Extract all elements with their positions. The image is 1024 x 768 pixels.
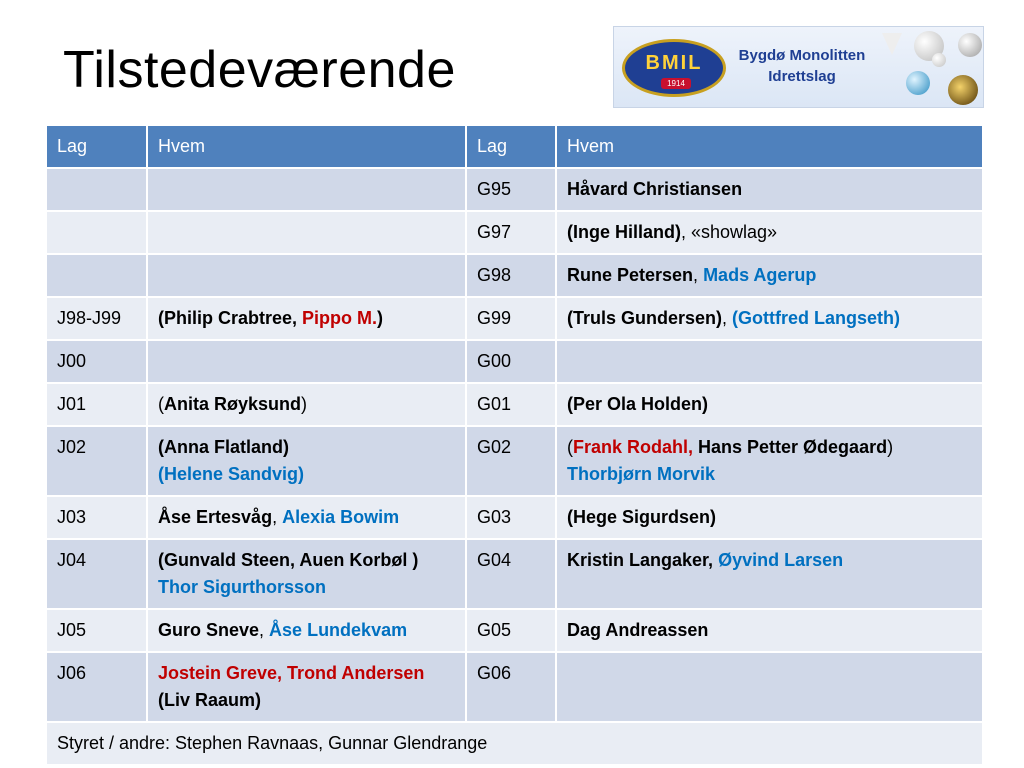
members-cell	[556, 652, 983, 722]
member-name: Pippo M.	[302, 308, 378, 328]
member-name: Håvard Christiansen	[567, 179, 743, 199]
team-cell: J00	[47, 340, 147, 383]
members-cell	[147, 340, 466, 383]
members-cell	[147, 426, 466, 496]
members-cell	[147, 539, 466, 609]
members-cell	[147, 383, 466, 426]
member-name: (Per Ola Holden)	[567, 394, 709, 414]
members-cell	[147, 652, 466, 722]
members-cell	[556, 297, 983, 340]
members-cell	[147, 168, 466, 211]
team-cell: G97	[466, 211, 556, 254]
team-cell: J03	[47, 496, 147, 539]
member-name: ,	[693, 265, 704, 285]
ball-icon	[958, 33, 982, 57]
table-row	[47, 254, 983, 297]
member-name: Åse Ertesvåg	[158, 507, 273, 527]
member-name: (Inge Hilland)	[567, 222, 681, 242]
logo-badge-text: BMIL	[645, 52, 703, 74]
table-row	[47, 609, 983, 652]
member-name: Mads Agerup	[703, 265, 817, 285]
header-hvem: Hvem	[556, 126, 983, 168]
table-footer-row	[47, 722, 983, 764]
team-cell: G98	[466, 254, 556, 297]
table-row	[47, 652, 983, 722]
table-row	[47, 168, 983, 211]
members-cell	[556, 496, 983, 539]
member-name: Jostein Greve, Trond Andersen	[158, 663, 425, 683]
logo-name-line2: Idrettslag	[768, 68, 836, 85]
members-cell	[556, 609, 983, 652]
members-cell	[556, 254, 983, 297]
table-row	[47, 297, 983, 340]
team-cell: G99	[466, 297, 556, 340]
table-row	[47, 426, 983, 496]
members-cell	[147, 211, 466, 254]
members-cell	[556, 211, 983, 254]
team-cell: G06	[466, 652, 556, 722]
member-name: (Philip Crabtree,	[158, 308, 303, 328]
team-cell: G04	[466, 539, 556, 609]
bmil-badge-icon	[622, 39, 726, 97]
member-name: , «showlag»	[681, 222, 778, 242]
member-name: Anita Røyksund	[164, 394, 302, 414]
member-name: Thor Sigurthorsson	[158, 577, 326, 597]
logo-year: 1914	[661, 78, 691, 89]
footer-note: Styret / andre: Stephen Ravnaas, Gunnar Glendrange	[47, 722, 983, 764]
football-icon	[948, 75, 978, 105]
table-row	[47, 211, 983, 254]
member-name: (Hege Sigurdsen)	[567, 507, 717, 527]
member-name: (Helene Sandvig)	[158, 464, 305, 484]
table-row	[47, 496, 983, 539]
team-cell	[47, 254, 147, 297]
logo-club-name	[732, 45, 872, 87]
table-row	[47, 383, 983, 426]
table-row	[47, 539, 983, 609]
bandy-ball-icon	[906, 71, 930, 95]
member-name: ,	[722, 308, 733, 328]
member-name: ,	[272, 507, 283, 527]
team-cell: G02	[466, 426, 556, 496]
team-cell: G00	[466, 340, 556, 383]
team-cell: J06	[47, 652, 147, 722]
members-cell	[556, 383, 983, 426]
logo-name-line1: Bygdø Monolitten	[738, 47, 866, 64]
team-cell	[47, 211, 147, 254]
members-cell	[556, 168, 983, 211]
members-cell	[147, 254, 466, 297]
member-name: (Gottfred Langseth)	[732, 308, 901, 328]
member-name: Rune Petersen	[567, 265, 694, 285]
member-name: Alexia Bowim	[282, 507, 400, 527]
slide-title: Tilstedeværende	[63, 41, 456, 99]
team-cell	[47, 168, 147, 211]
member-name: (Truls Gundersen)	[567, 308, 723, 328]
team-cell: G05	[466, 609, 556, 652]
team-cell: J02	[47, 426, 147, 496]
members-cell	[556, 539, 983, 609]
member-name: Thorbjørn Morvik	[567, 464, 715, 484]
member-name: ,	[259, 620, 270, 640]
member-name: (Gunvald Steen, Auen Korbøl )	[158, 550, 419, 570]
member-name: (Liv Raaum)	[158, 690, 262, 710]
member-name: (	[567, 437, 573, 457]
team-cell: J98-J99	[47, 297, 147, 340]
member-name: Åse Lundekvam	[269, 620, 408, 640]
header-hvem: Hvem	[147, 126, 466, 168]
attendance-table	[47, 126, 984, 764]
members-cell	[147, 609, 466, 652]
member-name: )	[887, 437, 894, 457]
team-cell: G95	[466, 168, 556, 211]
member-name: Frank Rodahl,	[573, 437, 699, 457]
team-cell: G03	[466, 496, 556, 539]
team-cell: J04	[47, 539, 147, 609]
table-row	[47, 340, 983, 383]
member-name: (Anna Flatland)	[158, 437, 289, 457]
golf-ball-icon	[932, 53, 946, 67]
member-name: Øyvind Larsen	[718, 550, 844, 570]
team-cell: J01	[47, 383, 147, 426]
table-body	[47, 168, 983, 764]
member-name: )	[377, 308, 384, 328]
club-logo	[613, 26, 984, 108]
members-cell	[147, 496, 466, 539]
member-name: Guro Sneve	[158, 620, 260, 640]
member-name: (	[158, 394, 164, 414]
members-cell	[147, 297, 466, 340]
team-cell: J05	[47, 609, 147, 652]
member-name: Dag Andreassen	[567, 620, 709, 640]
team-cell: G01	[466, 383, 556, 426]
header-lag: Lag	[466, 126, 556, 168]
header-lag: Lag	[47, 126, 147, 168]
members-cell	[556, 426, 983, 496]
member-name: Kristin Langaker,	[567, 550, 719, 570]
member-name: Hans Petter Ødegaard	[698, 437, 888, 457]
shuttlecock-icon	[882, 33, 902, 55]
member-name: )	[301, 394, 308, 414]
members-cell	[556, 340, 983, 383]
table-header-row	[47, 126, 983, 168]
